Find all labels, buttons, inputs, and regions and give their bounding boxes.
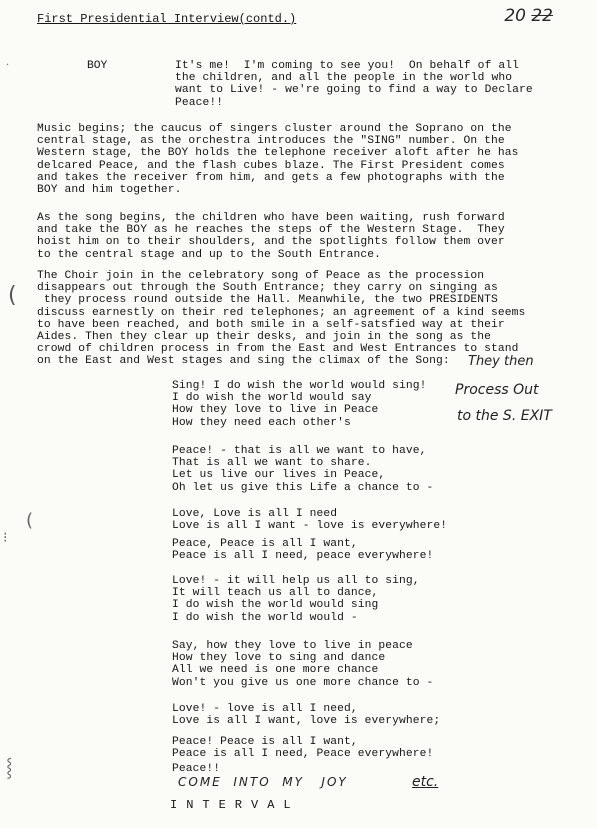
page-number-current: 20 bbox=[504, 6, 526, 26]
stage-direction-3: The Choir join in the celebratory song of Peace as the procession disappears out through the South Entrance; they carry on singing as they process round outside the Hall. Meanwhile, the two PRESIDENTS discuss earnestly on their red telephones; an agreement of a kind seems to have been reached, and both smile in a self-satsfied way at their Aides. Then they clear up their desks, and join in the song as the crowd of children process in from the East and West Entrances to stand on the East and West stages and sing the climax of the Song: bbox=[37, 270, 526, 368]
song-stanza-8: Peace! Peace is all I want, Peace is all I need, Peace everywhere! bbox=[172, 736, 434, 761]
handwritten-etc: etc. bbox=[412, 774, 439, 790]
page-number-struck: 22 bbox=[531, 6, 553, 26]
song-stanza-1: Sing! I do wish the world would sing! I do wish the world would say How they love to live in Peace How they need each other's bbox=[172, 380, 427, 429]
speaker-name: BOY bbox=[87, 60, 108, 72]
margin-bracket-mark-2: ( bbox=[26, 510, 34, 531]
margin-bracket-mark: ( bbox=[8, 283, 17, 308]
song-stanza-7: Love! - love is all I need, Love is all I want, love is everywhere; bbox=[172, 703, 441, 728]
handwritten-footer: COME INTO MY JOY bbox=[178, 775, 348, 789]
page-number bbox=[504, 6, 553, 26]
handwritten-note-line-3: to the S. EXIT bbox=[457, 408, 552, 424]
handwritten-note-line-2: Process Out bbox=[455, 382, 539, 398]
handwritten-note-line-1: They then bbox=[468, 354, 534, 369]
song-stanza-2: Peace! - that is all we want to have, That is all we want to share. Let us live our lives in Peace, Oh let us give this Life a chance to - bbox=[172, 445, 434, 494]
boy-dialogue: It's me! I'm coming to see you! On behalf of all the children, and all the people in the world who want to Live! - we're going to find a way to Declare Peace!! bbox=[175, 60, 533, 109]
song-stanza-5: Love! - it will help us all to sing, It will teach us all to dance, I do wish the world would sing I do wish the world would - bbox=[172, 575, 420, 624]
margin-scribble-mark-2: ⸾ bbox=[6, 757, 13, 778]
song-stanza-9: Peace!! bbox=[172, 763, 221, 775]
interval-heading: INTERVAL bbox=[170, 798, 300, 812]
song-stanza-6: Say, how they love to live in peace How they love to sing and dance All we need is one more chance Won't you give us one more chance to - bbox=[172, 640, 434, 689]
song-stanza-4: Peace, Peace is all I want, Peace is all I need, peace everywhere! bbox=[172, 538, 434, 563]
page-title: First Presidential Interview(contd.) bbox=[37, 12, 297, 26]
song-stanza-3: Love, Love is all I need Love is all I want - love is everywhere! bbox=[172, 508, 448, 533]
margin-tick-mark: · bbox=[6, 60, 10, 71]
stage-direction-1: Music begins; the caucus of singers cluster around the Soprano on the central stage, as the orchestra introduces the "SING" number. On the Western stage, the BOY holds the telephone receiver aloft after he has delcared Peace, and the flash cubes blaze. The First President comes and takes the receiver from him, and gets a few photographs with the BOY and him together. bbox=[37, 123, 519, 197]
margin-scribble-mark: ⁝ bbox=[3, 530, 8, 546]
stage-direction-2: As the song begins, the children who have been waiting, rush forward and take the BOY as he reaches the steps of the Western Stage. They hoist him on to their shoulders, and the spotlights follow them over to the central stage and up to the South Entrance. bbox=[37, 212, 505, 261]
